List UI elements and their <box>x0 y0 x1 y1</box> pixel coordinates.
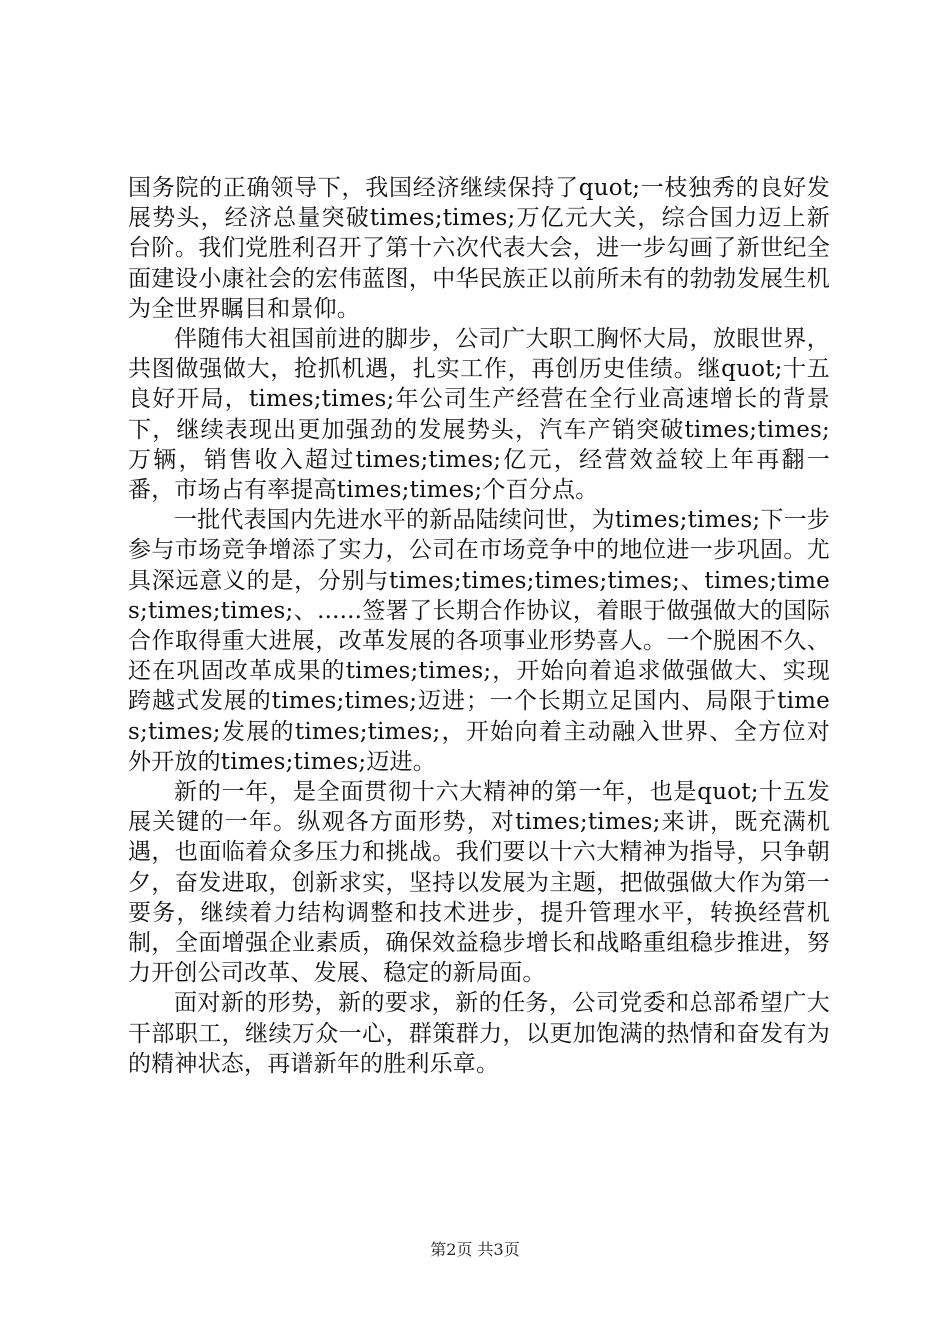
paragraph-4: 新的一年，是全面贯彻十六大精神的第一年，也是quot;十五发展关键的一年。纵观各方面形势，对times;times;来讲，既充满机遇，也面临着众多压力和挑战。我们要以十六大精神为指导，只争朝夕，奋发进取，创新求实，坚持以发展为主题，把做强做大作为第一要务，继续着力结构调整和技术进步，提升管理水平，转换经营机制，全面增强企业素质，确保效益稳步增长和战略重组稳步推进，努力开创公司改革、发展、稳定的新局面。 <box>128 779 830 987</box>
page-total: 共3页 <box>477 1240 520 1259</box>
paragraph-3: 一批代表国内先进水平的新品陆续问世，为times;times;下一步参与市场竞争增添了实力，公司在市场竞争中的地位进一步巩固。尤具深远意义的是，分别与times;times;times;times;、times;times;times;times;、......签署了长期合作协议，着眼于做强做大的国际合作取得重大进展，改革发展的各项事业形势喜人。一个脱困不久、还在巩固改革成果的times;times;，开始向着追求做强做大、实现跨越式发展的times;times;迈进；一个长期立足国内、局限于times;times;发展的times;times;，开始向着主动融入世界、全方位对外开放的times;times;迈进。 <box>128 507 830 775</box>
paragraph-5: 面对新的形势，新的要求，新的任务，公司党委和总部希望广大干部职工，继续万众一心，群策群力，以更加饱满的热情和奋发有为的精神状态，再谱新年的胜利乐章。 <box>128 990 830 1077</box>
paragraph-1: 国务院的正确领导下，我国经济继续保持了quot;一枝独秀的良好发展势头，经济总量突破times;times;万亿元大关，综合国力迈上新台阶。我们党胜利召开了第十六次代表大会，进一步勾画了新世纪全面建设小康社会的宏伟蓝图，中华民族正以前所未有的勃勃发展生机为全世界瞩目和景仰。 <box>128 175 830 322</box>
document-body <box>128 173 830 1079</box>
paragraph-2: 伴随伟大祖国前进的脚步，公司广大职工胸怀大局，放眼世界，共图做强做大，抢抓机遇，扎实工作，再创历史佳绩。继quot;十五良好开局，times;times;年公司生产经营在全行业高速增长的背景下，继续表现出更加强劲的发展势头，汽车产销突破times;times;万辆，销售收入超过times;times;亿元，经营效益较上年再翻一番，市场占有率提高times;times;个百分点。 <box>128 326 830 504</box>
page-number: 第2页 <box>430 1240 473 1259</box>
page-footer <box>0 1240 950 1260</box>
